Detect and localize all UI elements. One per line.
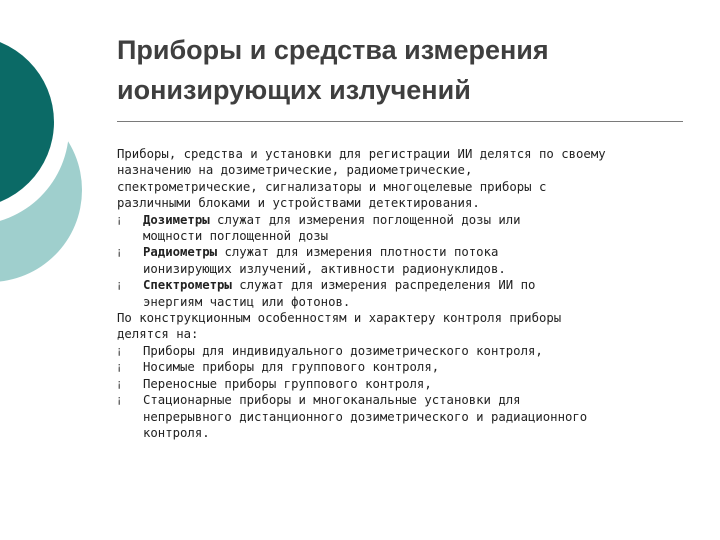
bullet-icon: ¡ — [117, 343, 122, 357]
intro-line: Приборы, средства и установки для регистрации ИИ делятся по своему — [117, 147, 606, 161]
definition-text: служат для измерения поглощенной дозы или — [209, 212, 521, 227]
list-item-spectrometers — [117, 277, 692, 310]
list-item-transportable-group — [117, 376, 692, 392]
term-dosimeters: Дозиметры — [143, 212, 210, 227]
intro-line: назначению на дозиметрические, радиометрические, — [117, 163, 473, 178]
list-item-dosimeters — [117, 212, 692, 245]
list-item-stationary — [117, 392, 692, 441]
design-intro-paragraph — [117, 310, 692, 343]
bullet-icon: ¡ — [117, 245, 122, 259]
bullet-icon: ¡ — [117, 212, 122, 226]
slide-body — [117, 146, 692, 441]
intro-line: различными блоками и устройствами детектирования. — [117, 196, 480, 211]
bullet-icon: ¡ — [117, 393, 122, 407]
decorative-circles — [0, 0, 110, 300]
design-intro-line: По конструкционным особенностям и характеру контроля приборы — [117, 311, 562, 326]
list-item-individual — [117, 343, 692, 359]
bullet-icon: ¡ — [117, 278, 122, 292]
design-intro-line: делятся на: — [117, 327, 199, 342]
intro-paragraph — [117, 146, 692, 212]
list-item-text: Носимые приборы для группового контроля, — [143, 360, 440, 375]
definition-text: ионизирующих излучений, активности радионуклидов. — [143, 261, 506, 276]
list-item-text: Стационарные приборы и многоканальные установки для — [143, 393, 521, 408]
list-item-portable-group — [117, 359, 692, 375]
list-item-text: Приборы для индивидуального дозиметрического контроля, — [143, 343, 543, 358]
list-item-text: непрерывного дистанционного дозиметрического и радиационного — [143, 409, 588, 424]
term-radiometers: Радиометры — [143, 245, 218, 260]
list-item-text: контроля. — [143, 425, 210, 440]
intro-line: спектрометрические, сигнализаторы и многоцелевые приборы с — [117, 179, 547, 194]
title-line-1: Приборы и средства измерения — [117, 35, 549, 65]
list-item-text: Переносные приборы группового контроля, — [143, 376, 432, 391]
bullet-icon: ¡ — [117, 376, 122, 390]
definition-text: служат для измерения распределения ИИ по — [231, 278, 536, 293]
title-divider — [117, 121, 683, 122]
definition-text: служат для измерения плотности потока — [217, 245, 499, 260]
definition-text: энергиям частиц или фотонов. — [143, 294, 351, 309]
list-item-radiometers — [117, 244, 692, 277]
term-spectrometers: Спектрометры — [143, 278, 232, 293]
slide-title — [117, 30, 697, 110]
title-line-2: ионизирующих излучений — [117, 75, 471, 105]
definition-text: мощности поглощенной дозы — [143, 229, 329, 244]
bullet-icon: ¡ — [117, 360, 122, 374]
